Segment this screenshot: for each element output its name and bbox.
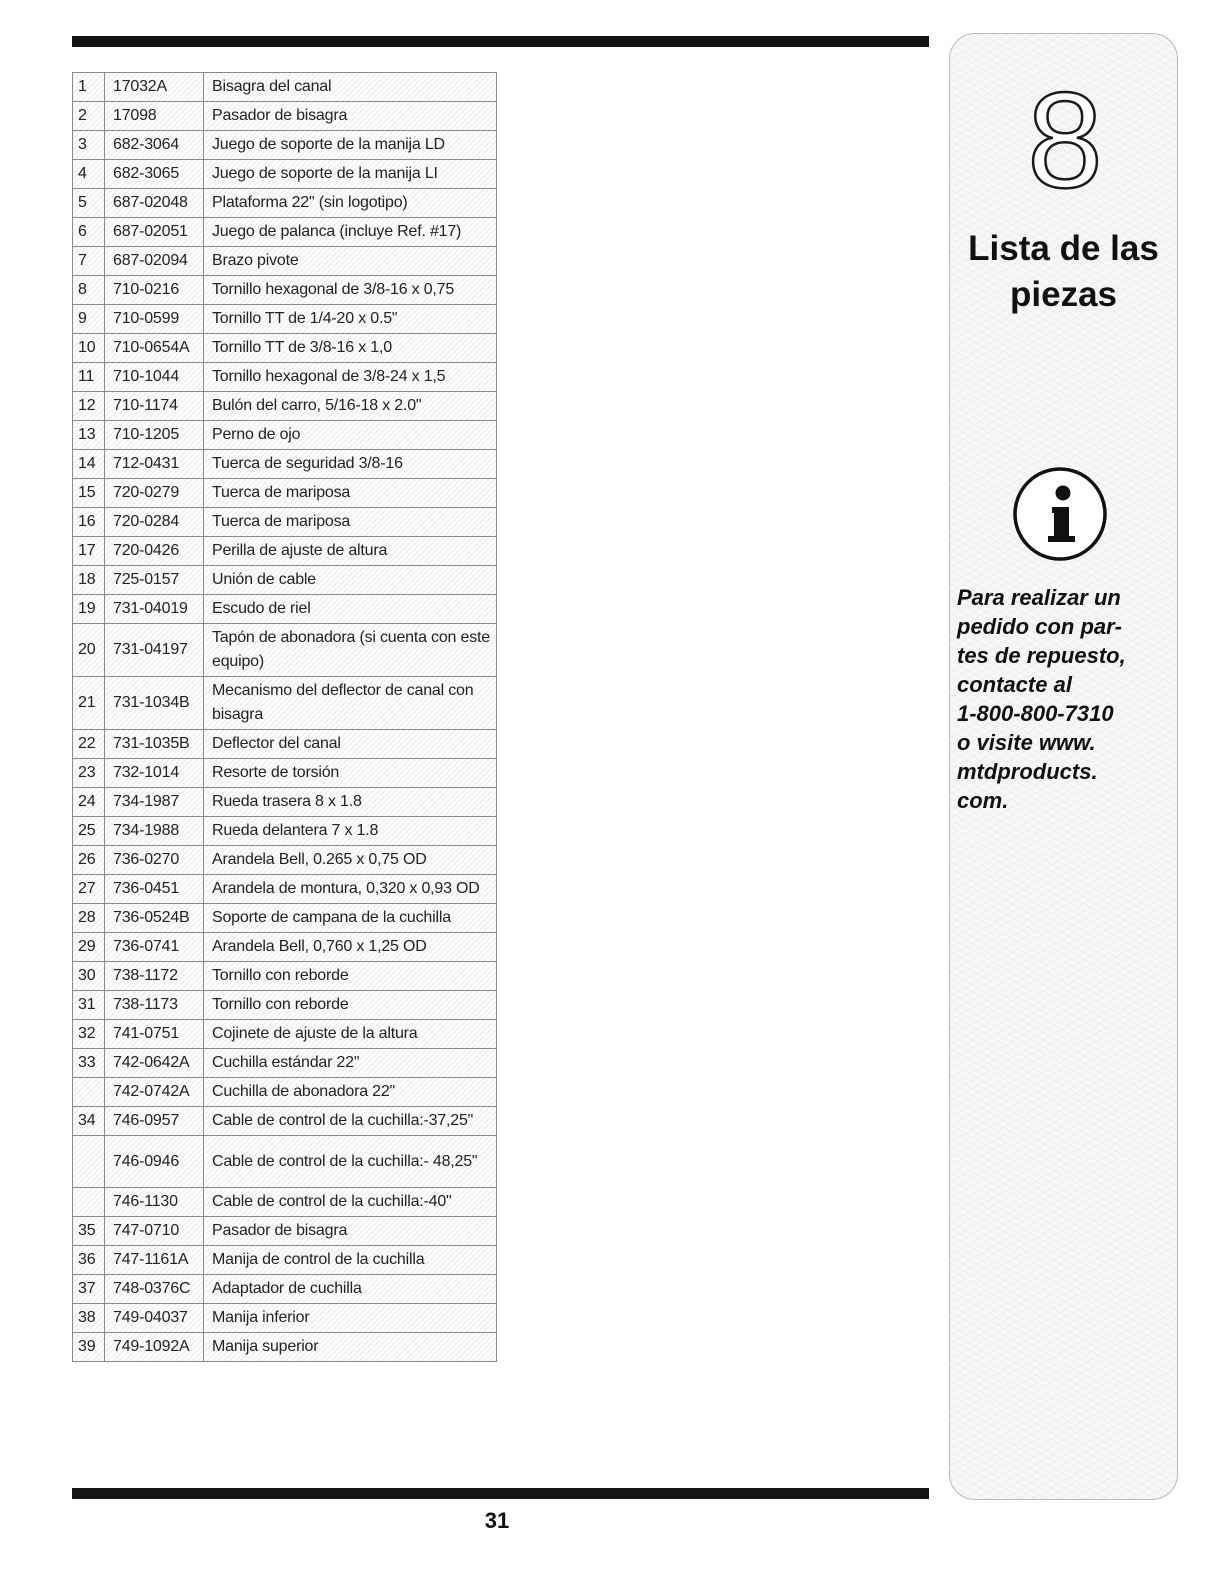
description-cell: Cable de control de la cuchilla:- 48,25" [204,1136,497,1188]
table-row [73,624,497,677]
part-number-cell: 746-1130 [105,1188,204,1217]
table-row [73,421,497,450]
ref-cell: 31 [73,991,105,1020]
table-row [73,479,497,508]
table-row [73,1136,497,1188]
description-cell: Unión de cable [204,566,497,595]
ref-cell: 30 [73,962,105,991]
ref-cell: 13 [73,421,105,450]
description-cell: Perilla de ajuste de altura [204,537,497,566]
description-cell: Pasador de bisagra [204,102,497,131]
part-number-cell: 710-0216 [105,276,204,305]
ref-cell: 9 [73,305,105,334]
ref-cell: 21 [73,677,105,730]
description-cell: Cable de control de la cuchilla:-37,25" [204,1107,497,1136]
part-number-cell: 749-1092A [105,1333,204,1362]
description-cell: Plataforma 22" (sin logotipo) [204,189,497,218]
description-cell: Resorte de torsión [204,759,497,788]
description-cell: Perno de ojo [204,421,497,450]
part-number-cell: 725-0157 [105,566,204,595]
part-number-cell: 741-0751 [105,1020,204,1049]
bottom-rule [72,1488,929,1499]
description-cell: Rueda trasera 8 x 1.8 [204,788,497,817]
ref-cell: 19 [73,595,105,624]
description-cell: Brazo pivote [204,247,497,276]
ref-cell: 36 [73,1246,105,1275]
table-row [73,1304,497,1333]
description-cell: Tornillo TT de 1/4-20 x 0.5" [204,305,497,334]
description-cell: Tornillo TT de 3/8-16 x 1,0 [204,334,497,363]
part-number-cell: 738-1173 [105,991,204,1020]
table-row [73,817,497,846]
ref-cell: 11 [73,363,105,392]
part-number-cell: 732-1014 [105,759,204,788]
table-row [73,450,497,479]
description-cell: Manija superior [204,1333,497,1362]
table-row [73,677,497,730]
ref-cell: 35 [73,1217,105,1246]
part-number-cell: 720-0279 [105,479,204,508]
ref-cell: 33 [73,1049,105,1078]
description-cell: Juego de palanca (incluye Ref. #17) [204,218,497,247]
part-number-cell: 738-1172 [105,962,204,991]
ref-cell: 25 [73,817,105,846]
description-cell: Bulón del carro, 5/16-18 x 2.0" [204,392,497,421]
ref-cell: 27 [73,875,105,904]
description-cell: Arandela Bell, 0.265 x 0,75 OD [204,846,497,875]
ref-cell: 28 [73,904,105,933]
table-row [73,1246,497,1275]
table-row [73,160,497,189]
part-number-cell: 742-0742A [105,1078,204,1107]
part-number-cell: 17098 [105,102,204,131]
part-number-cell: 710-1044 [105,363,204,392]
table-row [73,363,497,392]
part-number-cell: 746-0946 [105,1136,204,1188]
ref-cell: 17 [73,537,105,566]
description-cell: Tornillo con reborde [204,991,497,1020]
ref-cell: 5 [73,189,105,218]
part-number-cell: 687-02051 [105,218,204,247]
table-row [73,73,497,102]
ref-cell: 24 [73,788,105,817]
ref-cell: 3 [73,131,105,160]
part-number-cell: 720-0426 [105,537,204,566]
part-number-cell: 746-0957 [105,1107,204,1136]
ordering-info-text: Para realizar un pedido con par- tes de repuesto, contacte al 1-800-800-7310 o visite www. mtdproducts. com. [957,585,1126,813]
ref-cell: 34 [73,1107,105,1136]
description-cell: Tornillo hexagonal de 3/8-24 x 1,5 [204,363,497,392]
top-rule [72,36,929,47]
description-cell: Pasador de bisagra [204,1217,497,1246]
ref-cell: 39 [73,1333,105,1362]
table-row [73,933,497,962]
part-number-cell: 747-0710 [105,1217,204,1246]
ref-cell: 38 [73,1304,105,1333]
ref-cell: 12 [73,392,105,421]
description-cell: Tuerca de mariposa [204,479,497,508]
table-row [73,508,497,537]
ref-cell: 6 [73,218,105,247]
part-number-cell: 731-1035B [105,730,204,759]
ref-cell [73,1188,105,1217]
ref-cell: 23 [73,759,105,788]
table-row [73,1020,497,1049]
ref-cell: 26 [73,846,105,875]
table-row [73,276,497,305]
part-number-cell: 736-0451 [105,875,204,904]
description-cell: Adaptador de cuchilla [204,1275,497,1304]
ref-cell: 29 [73,933,105,962]
ref-cell: 18 [73,566,105,595]
ref-cell: 22 [73,730,105,759]
table-row [73,1333,497,1362]
ref-cell: 32 [73,1020,105,1049]
ref-cell: 10 [73,334,105,363]
part-number-cell: 736-0270 [105,846,204,875]
description-cell: Soporte de campana de la cuchilla [204,904,497,933]
chapter-number: 8 [1027,64,1103,216]
part-number-cell: 742-0642A [105,1049,204,1078]
ref-cell: 1 [73,73,105,102]
ref-cell [73,1078,105,1107]
info-icon [1012,466,1108,562]
part-number-cell: 731-04019 [105,595,204,624]
description-cell: Juego de soporte de la manija LD [204,131,497,160]
part-number-cell: 734-1988 [105,817,204,846]
part-number-cell: 736-0741 [105,933,204,962]
description-cell: Cable de control de la cuchilla:-40" [204,1188,497,1217]
table-row [73,1188,497,1217]
part-number-cell: 736-0524B [105,904,204,933]
part-number-cell: 731-1034B [105,677,204,730]
description-cell: Manija de control de la cuchilla [204,1246,497,1275]
table-row [73,305,497,334]
table-row [73,991,497,1020]
part-number-cell: 17032A [105,73,204,102]
part-number-cell: 710-0599 [105,305,204,334]
table-row [73,962,497,991]
table-row [73,102,497,131]
table-row [73,1107,497,1136]
part-number-cell: 712-0431 [105,450,204,479]
table-row [73,1078,497,1107]
ref-cell: 14 [73,450,105,479]
description-cell: Manija inferior [204,1304,497,1333]
part-number-cell: 734-1987 [105,788,204,817]
table-row [73,334,497,363]
table-row [73,392,497,421]
ref-cell [73,1136,105,1188]
table-row [73,759,497,788]
description-cell: Rueda delantera 7 x 1.8 [204,817,497,846]
part-number-cell: 710-1205 [105,421,204,450]
table-row [73,788,497,817]
description-cell: Deflector del canal [204,730,497,759]
table-row [73,247,497,276]
table-row [73,595,497,624]
table-row [73,730,497,759]
description-cell: Tuerca de mariposa [204,508,497,537]
ref-cell: 2 [73,102,105,131]
part-number-cell: 682-3065 [105,160,204,189]
description-cell: Tapón de abonadora (si cuenta con este equipo) [204,624,497,677]
table-row [73,846,497,875]
part-number-cell: 720-0284 [105,508,204,537]
description-cell: Cuchilla de abonadora 22" [204,1078,497,1107]
part-number-cell: 748-0376C [105,1275,204,1304]
table-row [73,566,497,595]
description-cell: Mecanismo del deflector de canal con bisagra [204,677,497,730]
part-number-cell: 687-02094 [105,247,204,276]
parts-table-body [73,73,497,1362]
ref-cell: 37 [73,1275,105,1304]
description-cell: Juego de soporte de la manija LI [204,160,497,189]
table-row [73,131,497,160]
description-cell: Arandela de montura, 0,320 x 0,93 OD [204,875,497,904]
table-row [73,537,497,566]
description-cell: Cojinete de ajuste de la altura [204,1020,497,1049]
description-cell: Cuchilla estándar 22" [204,1049,497,1078]
part-number-cell: 747-1161A [105,1246,204,1275]
part-number-cell: 687-02048 [105,189,204,218]
part-number-cell: 710-0654A [105,334,204,363]
part-number-cell: 682-3064 [105,131,204,160]
part-number-cell: 731-04197 [105,624,204,677]
part-number-cell: 749-04037 [105,1304,204,1333]
ref-cell: 4 [73,160,105,189]
section-title [949,226,1178,318]
description-cell: Tuerca de seguridad 3/8-16 [204,450,497,479]
ref-cell: 16 [73,508,105,537]
description-cell: Escudo de riel [204,595,497,624]
description-cell: Tornillo con reborde [204,962,497,991]
part-number-cell: 710-1174 [105,392,204,421]
description-cell: Tornillo hexagonal de 3/8-16 x 0,75 [204,276,497,305]
ref-cell: 15 [73,479,105,508]
parts-table [72,72,497,1362]
table-row [73,1217,497,1246]
ref-cell: 20 [73,624,105,677]
ref-cell: 7 [73,247,105,276]
section-title-line2: piezas [1010,275,1117,314]
table-row [73,218,497,247]
table-row [73,1275,497,1304]
description-cell: Bisagra del canal [204,73,497,102]
section-title-line1: Lista de las [968,229,1159,268]
table-row [73,904,497,933]
table-row [73,875,497,904]
table-row [73,1049,497,1078]
ref-cell: 8 [73,276,105,305]
description-cell: Arandela Bell, 0,760 x 1,25 OD [204,933,497,962]
page-number: 31 [484,1508,510,1533]
table-row [73,189,497,218]
